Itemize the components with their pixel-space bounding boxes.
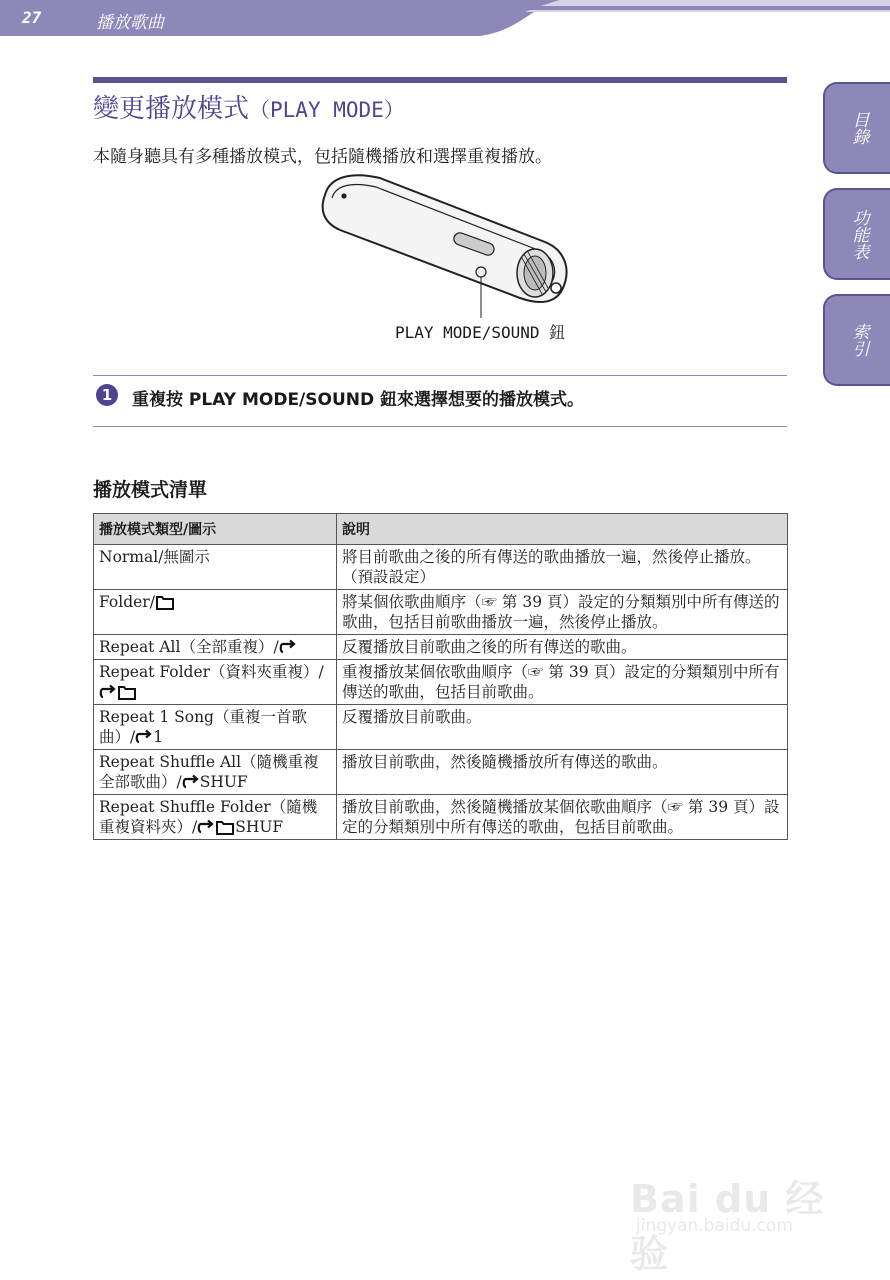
mode-label: Repeat Shuffle All（隨機重複全部歌曲）/ <box>99 753 319 791</box>
header-bar <box>0 0 890 36</box>
step-rule-top <box>93 375 787 376</box>
baidu-watermark <box>630 1150 840 1276</box>
description-cell: 播放目前歌曲，然後隨機播放某個依歌曲順序（☞ 第 39 頁）設定的分類類別中所有傳送的歌曲，包括目前歌曲。 <box>337 795 788 840</box>
mode-label: Normal/無圖示 <box>99 548 210 566</box>
intro-text: 本隨身聽具有多種播放模式，包括隨機播放和選擇重複播放。 <box>93 147 552 167</box>
folder-icon <box>155 593 175 611</box>
mode-cell <box>94 750 337 795</box>
tab-index-label: 索引 <box>848 323 869 357</box>
mode-icon-suffix: 1 <box>153 728 164 746</box>
title-rule <box>93 77 787 83</box>
mode-cell <box>94 545 337 590</box>
description-cell: 反覆播放目前歌曲之後的所有傳送的歌曲。 <box>337 635 788 660</box>
header-description: 說明 <box>337 514 788 545</box>
repeat-icon <box>135 728 153 746</box>
mode-cell <box>94 795 337 840</box>
mode-list-heading: 播放模式清單 <box>93 479 208 501</box>
folder-icon <box>117 683 137 701</box>
watermark-brand: Bai du 经验 <box>630 1177 825 1276</box>
mode-cell <box>94 705 337 750</box>
mode-cell <box>94 635 337 660</box>
description-cell: 將某個依歌曲順序（☞ 第 39 頁）設定的分類類別中所有傳送的歌曲，包括目前歌曲播放一遍，然後停止播放。 <box>337 590 788 635</box>
table-row <box>94 750 788 795</box>
page-title-zh: 變更播放模式 <box>93 94 250 124</box>
tab-menu[interactable] <box>823 188 890 280</box>
play-mode-table <box>93 513 788 840</box>
player-device-illustration <box>310 170 580 320</box>
mode-label: Repeat 1 Song（重複一首歌曲）/ <box>99 708 307 746</box>
description-cell: 將目前歌曲之後的所有傳送的歌曲播放一遍，然後停止播放。（預設設定） <box>337 545 788 590</box>
repeat-icon <box>279 638 297 656</box>
page-title-en: （PLAY MODE） <box>249 98 405 122</box>
step-instruction: 重複按 PLAY MODE/SOUND 鈕來選擇想要的播放模式。 <box>132 390 585 410</box>
mode-label: Folder/ <box>99 593 155 611</box>
button-callout: PLAY MODE/SOUND 鈕 <box>395 323 566 342</box>
tab-contents[interactable] <box>823 82 890 174</box>
mode-label: Repeat All（全部重複）/ <box>99 638 279 656</box>
description-cell: 反覆播放目前歌曲。 <box>337 705 788 750</box>
description-cell: 重複播放某個依歌曲順序（☞ 第 39 頁）設定的分類類別中所有傳送的歌曲，包括目前歌曲。 <box>337 660 788 705</box>
watermark-url: jingyan.baidu.com <box>636 1216 793 1236</box>
step-rule-bottom <box>93 426 787 427</box>
repeat-icon <box>197 818 215 836</box>
header-mode: 播放模式類型/圖示 <box>94 514 337 545</box>
repeat-icon <box>99 683 117 701</box>
page-number: 27 <box>22 8 42 27</box>
mode-icon-suffix: SHUF <box>199 773 248 791</box>
mode-icon-suffix: SHUF <box>235 818 284 836</box>
folder-icon <box>215 818 235 836</box>
step-number-badge: 1 <box>96 384 118 406</box>
tab-contents-label: 目錄 <box>848 111 869 145</box>
table-header-row <box>94 514 788 545</box>
table-row <box>94 635 788 660</box>
mode-cell <box>94 590 337 635</box>
table-row <box>94 545 788 590</box>
mode-label: Repeat Shuffle Folder（隨機重複資料夾）/ <box>99 798 318 836</box>
section-title: 播放歌曲 <box>96 13 164 33</box>
table-row <box>94 660 788 705</box>
tab-index[interactable] <box>823 294 890 386</box>
mode-cell <box>94 660 337 705</box>
mode-label: Repeat Folder（資料夾重複）/ <box>99 663 324 681</box>
description-cell: 播放目前歌曲，然後隨機播放所有傳送的歌曲。 <box>337 750 788 795</box>
repeat-icon <box>182 773 200 791</box>
table-row <box>94 795 788 840</box>
tab-menu-label: 功能表 <box>848 208 869 260</box>
table-row <box>94 705 788 750</box>
table-row <box>94 590 788 635</box>
page-title <box>93 88 405 125</box>
